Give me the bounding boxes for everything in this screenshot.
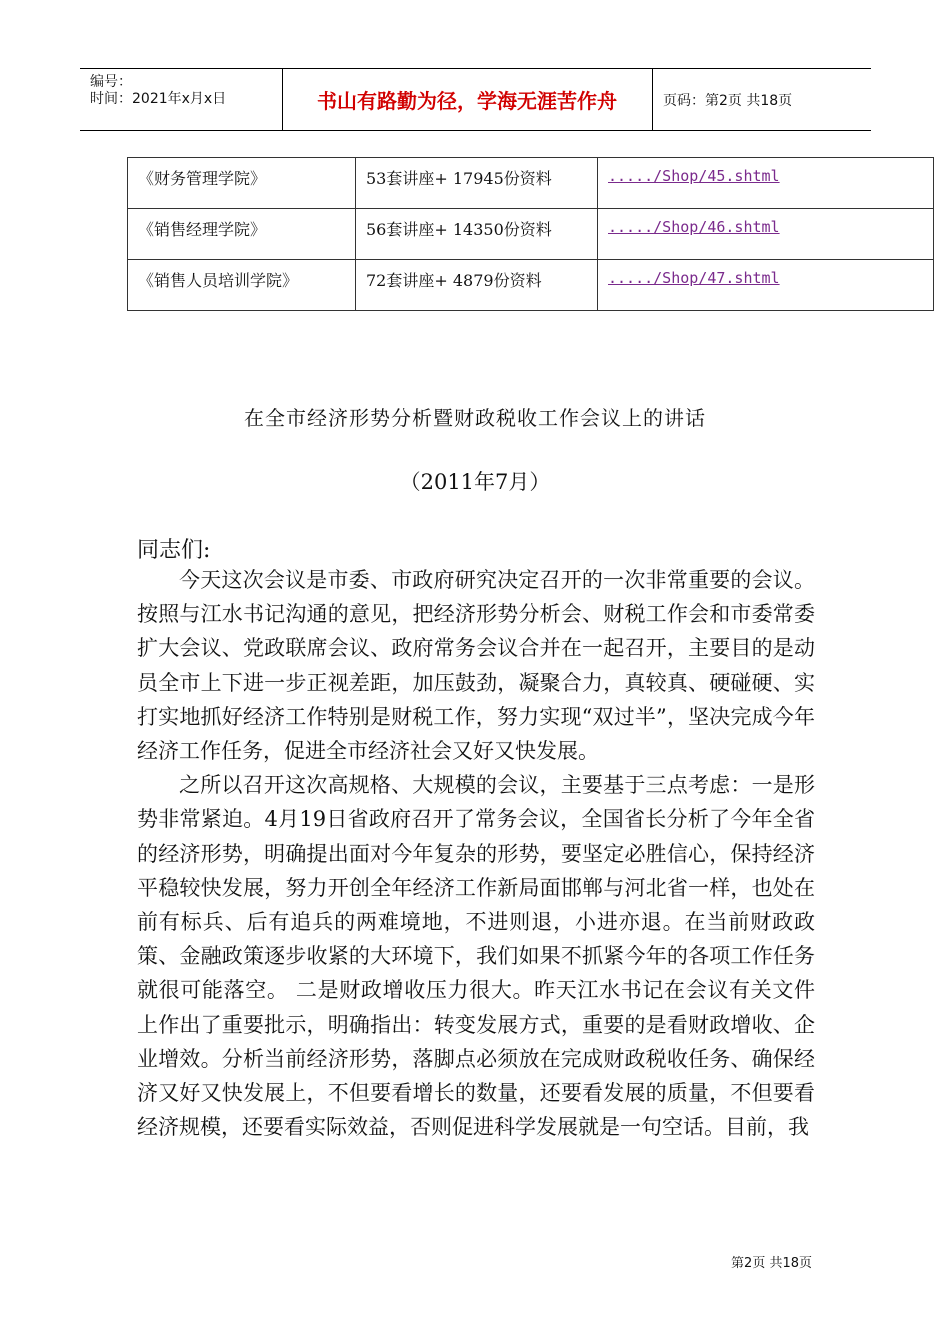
document-date: （2011年7月） <box>399 470 551 494</box>
resource-name: 《财务管理学院》 <box>128 158 356 209</box>
greeting: 同志们: <box>137 538 211 563</box>
resource-link[interactable]: ...../Shop/46.shtml <box>608 218 780 236</box>
resource-name: 《销售经理学院》 <box>128 209 356 260</box>
table-row <box>128 260 934 311</box>
resource-name: 《销售人员培训学院》 <box>128 260 356 311</box>
resource-content: 56套讲座+ 14350份资料 <box>356 209 598 260</box>
page-footer: 第2页 共18页 <box>731 1256 812 1271</box>
header-motto: 书山有路勤为径，学海无涯苦作舟 <box>282 69 653 130</box>
table-row <box>128 158 934 209</box>
resource-content: 72套讲座+ 4879份资料 <box>356 260 598 311</box>
page-header <box>80 68 871 131</box>
time-label: 时间：2021年x月x日 <box>90 91 227 107</box>
resource-content: 53套讲座+ 17945份资料 <box>356 158 598 209</box>
resource-link[interactable]: ...../Shop/45.shtml <box>608 167 780 185</box>
resource-link-cell <box>598 260 934 311</box>
document-body <box>137 563 815 1144</box>
paragraph: 今天这次会议是市委、市政府研究决定召开的一次非常重要的会议。按照与江水书记沟通的意见，把经济形势分析会、财税工作会和市委常委扩大会议、党政联席会议、政府常务会议合并在一起召开，主要目的是动员全市上下进一步正视差距，加压鼓劲，凝聚合力，真较真、硬碰硬、实打实地抓好经济工作特别是财税工作，努力实现“双过半”，坚决完成今年经济工作任务，促进全市经济社会又好又快发展。 <box>137 568 815 764</box>
table-row <box>128 209 934 260</box>
resource-link-cell <box>598 158 934 209</box>
header-meta <box>80 69 283 130</box>
paragraph: 之所以召开这次高规格、大规模的会议，主要基于三点考虑：一是形势非常紧迫。4月19日省政府召开了常务会议，全国省长分析了今年全省的经济形势，明确提出面对今年复杂的形势，要坚定必胜信心，保持经济平稳较快发展，努力开创全年经济工作新局面邯郸与河北省一样，也处在前有标兵、后有追兵的两难境地，不进则退，小进亦退。在当前财政政策、金融政策逐步收紧的大环境下，我们如果不抓紧今年的各项工作任务就很可能落空。 二是财政增收压力很大。昨天江水书记在会议有关文件上作出了重要批示，明确指出：转变发展方式，重要的是看财政增收、企业增效。分析当前经济形势，落脚点必须放在完成财政税收任务、确保经济又好又快发展上，不但要看增长的数量，还要看发展的质量，不但要看经济规模，还要看实际效益，否则促进科学发展就是一句空话。目前，我 <box>137 773 815 1140</box>
resource-link-cell <box>598 209 934 260</box>
resource-link[interactable]: ...../Shop/47.shtml <box>608 269 780 287</box>
resource-table <box>127 157 934 311</box>
document-title: 在全市经济形势分析暨财政税收工作会议上的讲话 <box>244 406 706 430</box>
serial-label: 编号： <box>90 74 132 90</box>
header-page-info: 页码：第2页 共18页 <box>663 92 793 109</box>
